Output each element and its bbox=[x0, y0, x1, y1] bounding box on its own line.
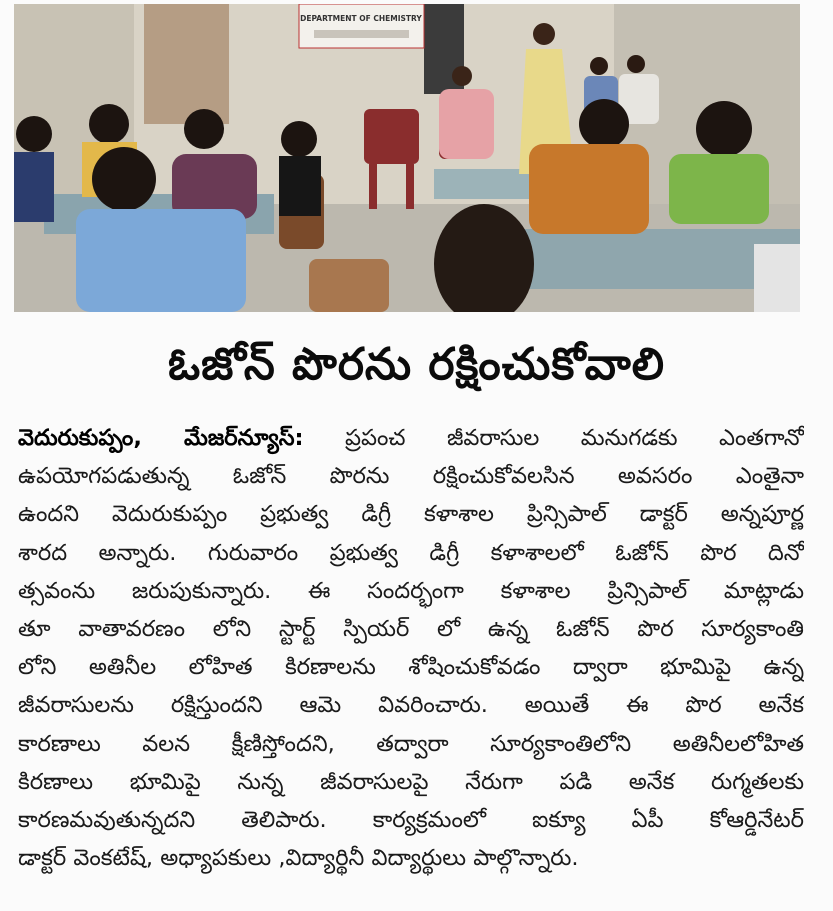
banner-text: DEPARTMENT OF CHEMISTRY bbox=[300, 14, 422, 23]
headline: ఓజోన్ పొరను రక్షించుకోవాలి bbox=[167, 339, 666, 390]
article-line: కిరణాలు భూమిపై నున్న జీవరాసులపై నేరుగా పడి అనేక రుగ్మతలకు bbox=[18, 768, 804, 795]
article-line: కారణమవుతున్నదని తెలిపారు. కార్యక్రమంలో ఐక్యూ ఏపీ కోఆర్డినేటర్ bbox=[18, 806, 804, 833]
article-photo bbox=[14, 4, 800, 312]
first-line-text: ప్రపంచ జీవరాసుల మనుగడకు ఎంతగానో bbox=[345, 425, 804, 451]
article-line: కారణాలు వలన క్షీణిస్తోందని, తద్వారా సూర్యకాంతిలోని అతినీలలోహిత bbox=[18, 730, 804, 757]
dateline: వెదురుకుప్పం, మేజర్‌న్యూస్: bbox=[18, 425, 304, 451]
classroom-scene bbox=[14, 4, 800, 312]
article-line: ఉపయోగపడుతున్న ఓజోన్ పొరను రక్షించుకోవలసిన అవసరం ఎంతైనా bbox=[18, 463, 804, 490]
article-line: తూ వాతావరణం లోని స్టార్ట్ స్పియర్ లో ఉన్న ఓజోన్ పొర సూర్యకాంతి bbox=[18, 615, 804, 642]
article-body bbox=[18, 419, 804, 877]
article-line: జీవరాసులను రక్షిస్తుందని ఆమె వివరించారు. అయితే ఈ పొర అనేక bbox=[18, 692, 804, 719]
department-banner bbox=[299, 4, 424, 48]
article-line: డాక్టర్ వెంకటేష్, అధ్యాపకులు ,విద్యార్థినీ విద్యార్థులు పాల్గొన్నారు. bbox=[18, 845, 579, 872]
article-line: శారద అన్నారు. గురువారం ప్రభుత్వ డిగ్రీ కళాశాలలో ఓజోన్ పొర దినో bbox=[18, 539, 804, 566]
article-line: లోని అతినీల లోహిత కిరణాలను శోషించుకోవడం ద్వారా భూమిపై ఉన్న bbox=[18, 654, 804, 681]
article-line bbox=[18, 419, 804, 457]
article-line: ఉందని వెదురుకుప్పం ప్రభుత్వ డిగ్రీ కళాశాల ప్రిన్సిపాల్ డాక్టర్ అన్నపూర్ణ bbox=[18, 501, 804, 528]
article-line: త్సవంను జరుపుకున్నారు. ఈ సందర్భంగా కళాశాల ప్రిన్సిపాల్ మాట్లాడు bbox=[18, 577, 804, 604]
